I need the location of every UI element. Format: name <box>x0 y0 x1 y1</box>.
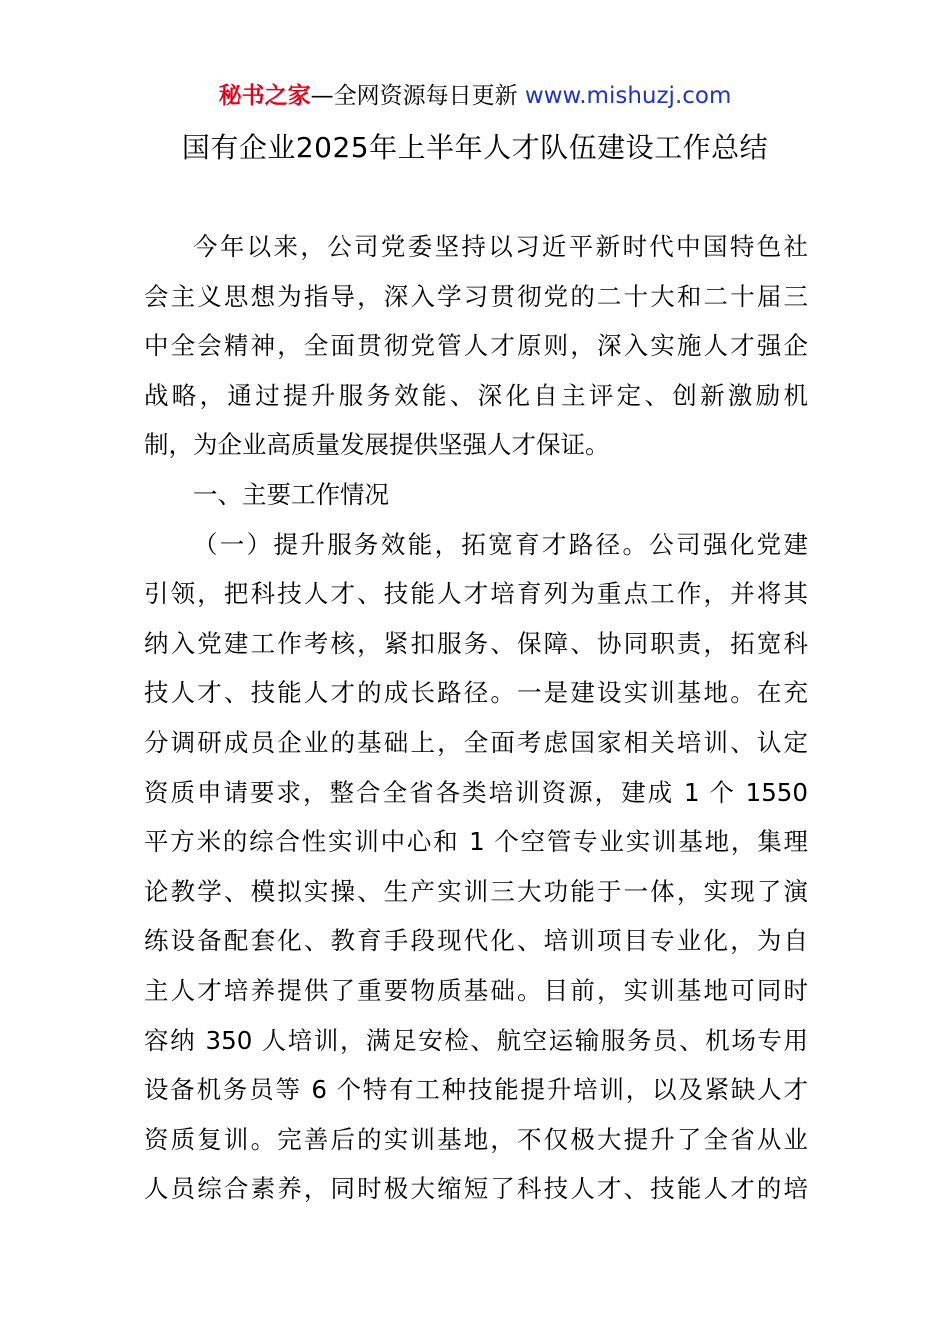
paragraph-line: 制，为企业高质量发展提供坚强人才保证。 <box>144 430 610 460</box>
header-url-link[interactable]: www.mishuzj.com <box>524 83 732 109</box>
paragraph-line: 分调研成员企业的基础上，全面考虑国家相关培训、认定 <box>144 727 808 757</box>
header-tagline: —全网资源每日更新 <box>310 83 518 109</box>
paragraph-line: 战略，通过提升服务效能、深化自主评定、创新激励机 <box>144 380 808 410</box>
site-header <box>0 80 950 112</box>
paragraph-line: 资质申请要求，整合全省各类培训资源，建成 1 个 1550 <box>144 777 808 807</box>
paragraph-line: 设备机务员等 6 个特有工种技能提升培训，以及紧缺人才 <box>144 1075 808 1105</box>
paragraph-line: 会主义思想为指导，深入学习贯彻党的二十大和二十届三 <box>144 281 808 311</box>
paragraph-line: 主人才培养提供了重要物质基础。目前，实训基地可同时 <box>144 975 808 1005</box>
paragraph-line: 平方米的综合性实训中心和 1 个空管专业实训基地，集理 <box>144 827 808 857</box>
header-brand: 秘书之家 <box>218 83 311 109</box>
paragraph-line: 中全会精神，全面贯彻党管人才原则，深入实施人才强企 <box>144 331 808 361</box>
paragraph-line: 今年以来，公司党委坚持以习近平新时代中国特色社 <box>193 232 808 261</box>
paragraph-line: 练设备配套化、教育手段现代化、培训项目专业化，为自 <box>144 926 808 956</box>
paragraph-line: 引领，把科技人才、技能人才培育列为重点工作，并将其 <box>144 579 808 609</box>
document-title: 国有企业2025年上半年人才队伍建设工作总结 <box>181 131 769 164</box>
paragraph-line: 人员综合素养，同时极大缩短了科技人才、技能人才的培 <box>144 1174 808 1204</box>
paragraph-line: 资质复训。完善后的实训基地，不仅极大提升了全省从业 <box>144 1124 808 1154</box>
paragraph-line: 容纳 350 人培训，满足安检、航空运输服务员、机场专用 <box>144 1025 808 1055</box>
section-heading: 一、主要工作情况 <box>193 479 389 509</box>
paragraph-line: （一）提升服务效能，拓宽育才路径。公司强化党建 <box>193 529 808 559</box>
paragraph-line: 纳入党建工作考核，紧扣服务、保障、协同职责，拓宽科 <box>144 628 808 658</box>
document-body <box>144 222 808 1214</box>
paragraph-line: 论教学、模拟实操、生产实训三大功能于一体，实现了演 <box>144 876 808 906</box>
paragraph-line: 技人才、技能人才的成长路径。一是建设实训基地。在充 <box>144 678 808 708</box>
